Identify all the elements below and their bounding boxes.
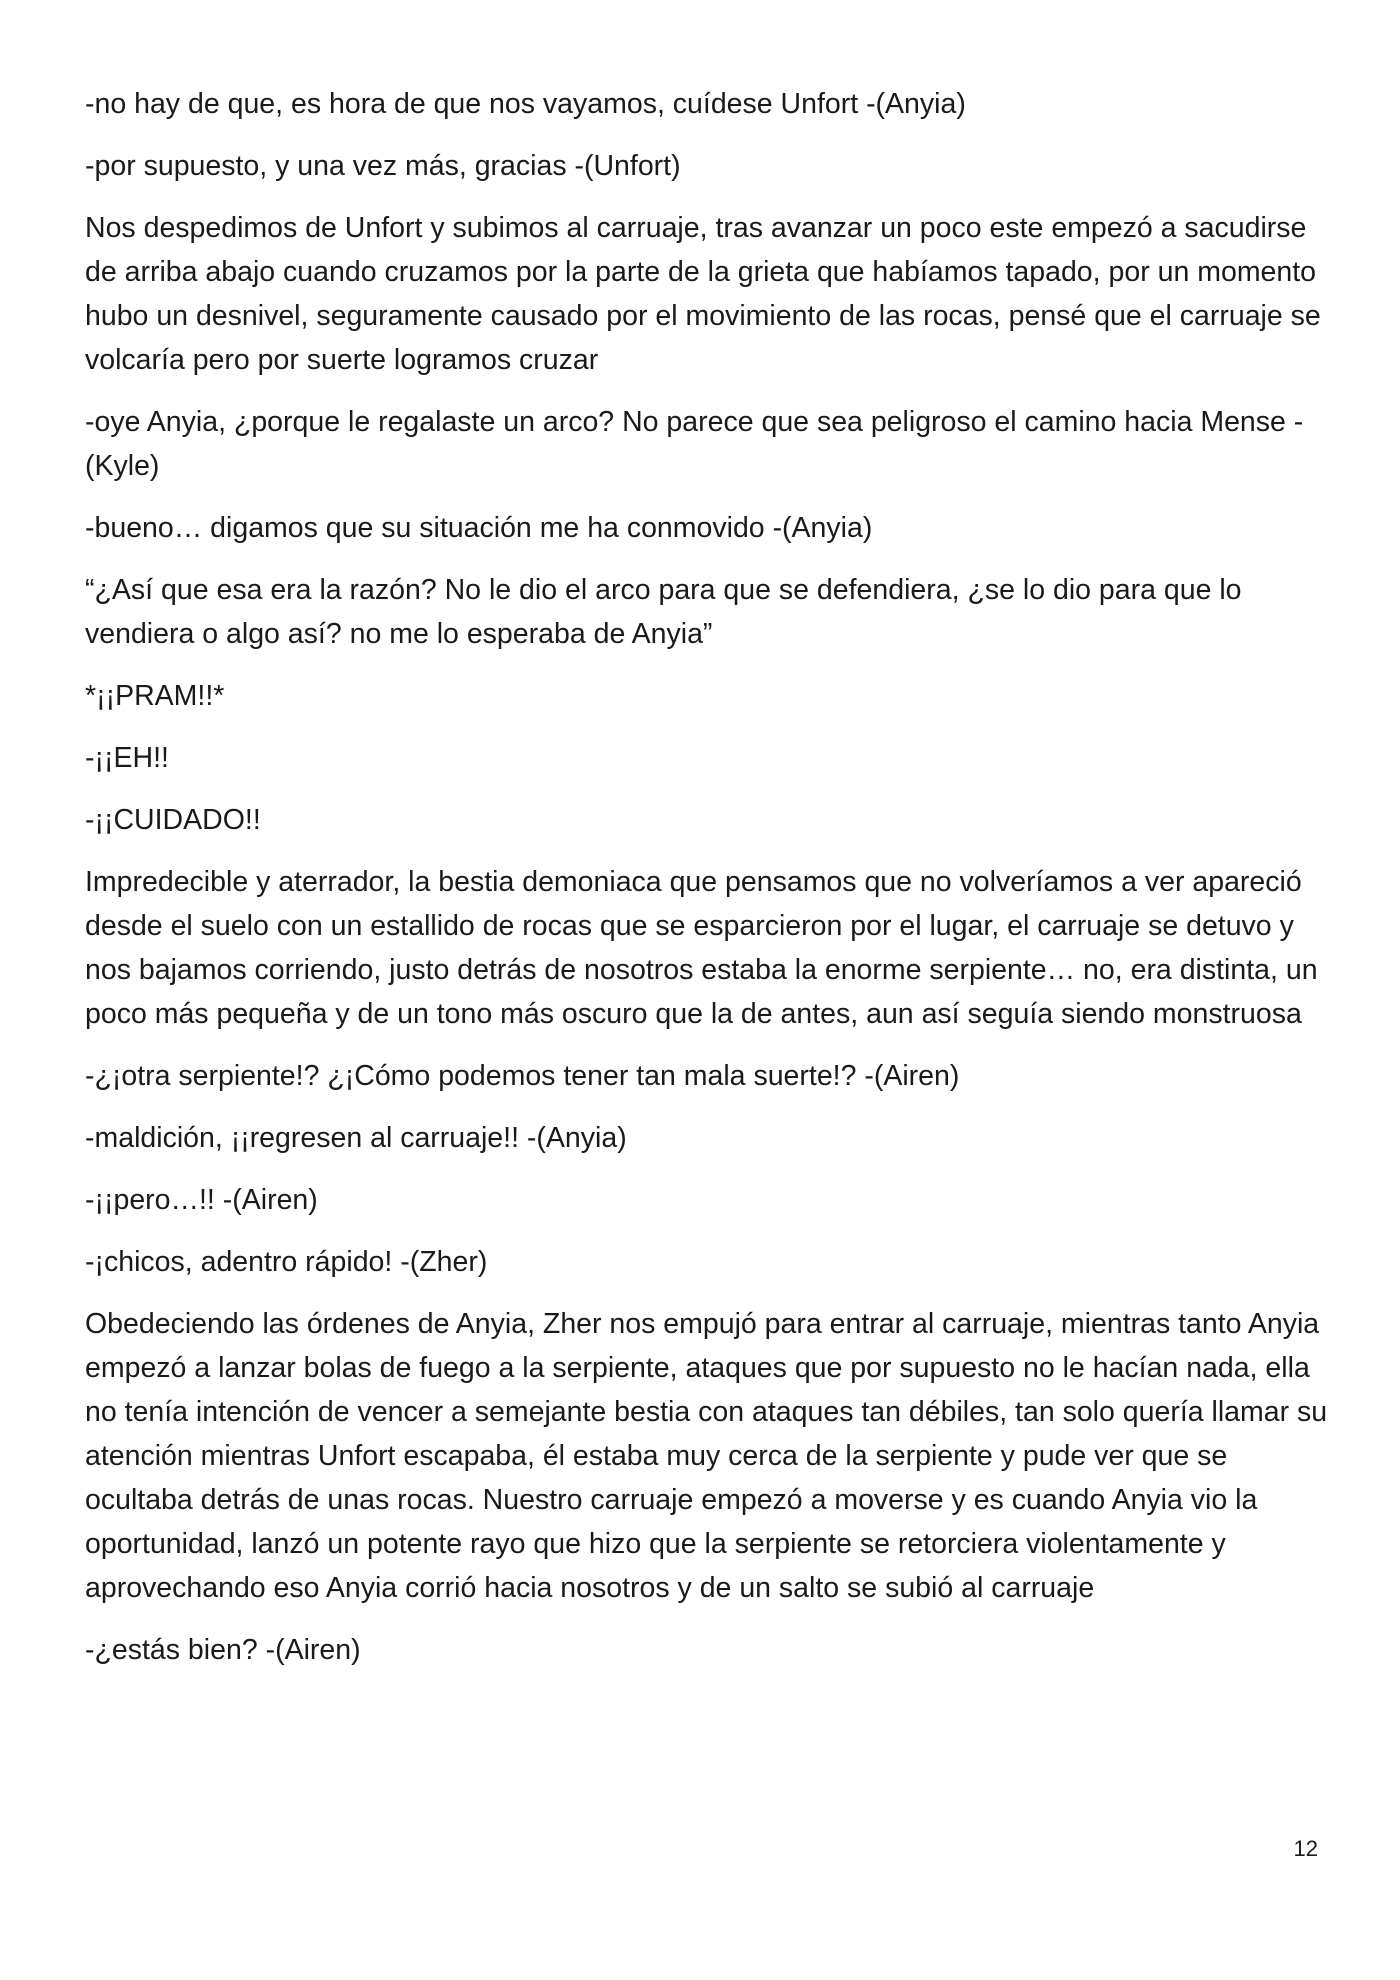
paragraph-11: -¿¡otra serpiente!? ¿¡Cómo podemos tener tan mala suerte!? -(Airen): [85, 1060, 960, 1092]
paragraph-4: -oye Anyia, ¿porque le regalaste un arco? No parece que sea peligroso el camino hacia Mense -(Kyle): [85, 406, 1304, 482]
paragraph-14: -¡chicos, adentro rápido! -(Zher): [85, 1246, 488, 1278]
paragraph-5: -bueno… digamos que su situación me ha conmovido -(Anyia): [85, 512, 873, 544]
paragraph-1: -no hay de que, es hora de que nos vayamos, cuídese Unfort -(Anyia): [85, 88, 966, 120]
paragraph-10: Impredecible y aterrador, la bestia demoniaca que pensamos que no volveríamos a ver apareció desde el suelo con un estallido de rocas que se esparcieron por el lugar, el carruaje se detuvo y nos bajamos corriendo, justo detrás de nosotros estaba la enorme serpiente… no, era distinta, un poco más pequeña y de un tono más oscuro que la de antes, aun así seguía siendo monstruosa: [85, 866, 1318, 1030]
paragraph-8: -¡¡EH!!: [85, 742, 169, 774]
paragraph-3: Nos despedimos de Unfort y subimos al carruaje, tras avanzar un poco este empezó a sacudirse de arriba abajo cuando cruzamos por la parte de la grieta que habíamos tapado, por un momento hubo un desnivel, seguramente causado por el movimiento de las rocas, pensé que el carruaje se volcaría pero por suerte logramos cruzar: [85, 212, 1321, 376]
paragraph-15: Obedeciendo las órdenes de Anyia, Zher nos empujó para entrar al carruaje, mientras tanto Anyia empezó a lanzar bolas de fuego a la serpiente, ataques que por supuesto no le hacían nada, ella no tenía intención de vencer a semejante bestia con ataques tan débiles, tan solo quería llamar su atención mientras Unfort escapaba, él estaba muy cerca de la serpiente y pude ver que se ocultaba detrás de unas rocas. Nuestro carruaje empezó a moverse y es cuando Anyia vio la oportunidad, lanzó un potente rayo que hizo que la serpiente se retorciera violentamente y aprovechando eso Anyia corrió hacia nosotros y de un salto se subió al carruaje: [85, 1308, 1328, 1604]
page-number: 12: [1293, 1836, 1318, 1861]
paragraph-9: -¡¡CUIDADO!!: [85, 804, 261, 836]
body-text: [85, 82, 1330, 1690]
paragraph-2: -por supuesto, y una vez más, gracias -(Unfort): [85, 150, 681, 182]
paragraph-13: -¡¡pero…!! -(Airen): [85, 1184, 318, 1216]
paragraph-6: “¿Así que esa era la razón? No le dio el arco para que se defendiera, ¿se lo dio para que lo vendiera o algo así? no me lo esperaba de Anyia”: [85, 574, 1242, 650]
paragraph-7: *¡¡PRAM!!*: [85, 680, 225, 712]
paragraph-12: -maldición, ¡¡regresen al carruaje!! -(Anyia): [85, 1122, 627, 1154]
paragraph-16: -¿estás bien? -(Airen): [85, 1634, 361, 1666]
